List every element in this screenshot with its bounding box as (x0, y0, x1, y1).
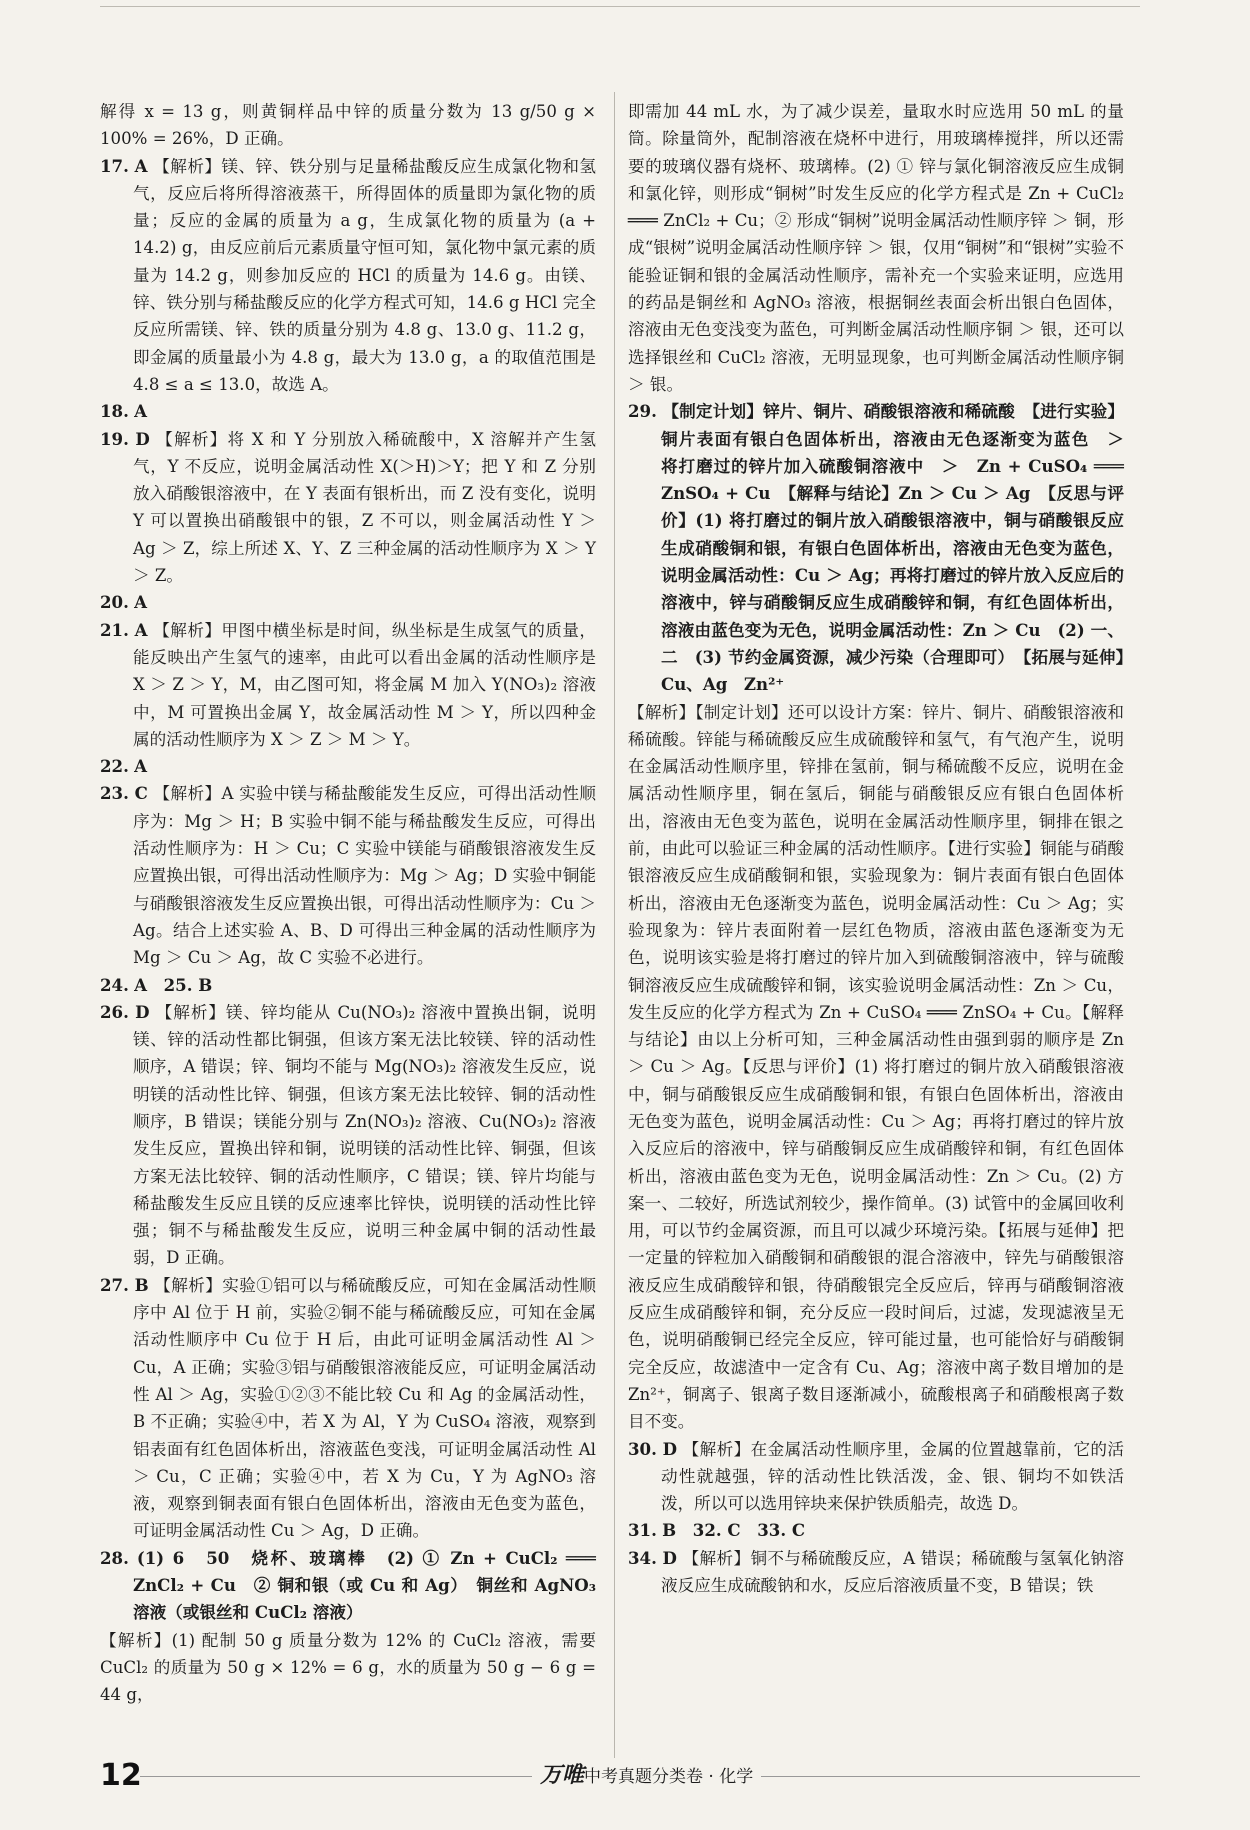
item-number: 21. (100, 619, 129, 640)
item-answer: D (662, 1438, 677, 1459)
page-footer (100, 1756, 1140, 1796)
answer-item-34 (628, 1545, 1124, 1600)
item-explanation: 【解析】镁、锌均能从 Cu(NO₃)₂ 溶液中置换出铜，说明镁、锌的活动性都比铜强，但该方案无法比较镁、锌的活动性顺序，A 错误；锌、铜均不能与 Mg(NO₃)₂ 溶液发生反应，说明镁的活动性比锌、铜强，但该方案无法比较锌、铜的活动性顺序，B 错误；镁能分别与 Zn(NO₃)₂ 溶液、Cu(NO₃)₂ 溶液发生反应，置换出锌和铜，说明镁的活动性比锌、铜强，但该方案无法比较锌、铜的活动性顺序，C 错误；镁、锌片均能与稀盐酸发生反应且镁的反应速率比锌快，说明镁的活动性比锌强；铜不与稀盐酸发生反应，说明三种金属中铜的活动性最弱，D 正确。 (133, 1002, 596, 1268)
explanation-29: 【解析】【制定计划】还可以设计方案：锌片、铜片、硝酸银溶液和稀硫酸。锌能与稀硫酸反应生成硫酸锌和氢气，有气泡产生，说明在金属活动性顺序里，锌排在氢前，铜与稀硫酸不反应，说明在金属活动性顺序里，铜在氢后，铜能与硝酸银反应有银白色固体析出，溶液由无色变为蓝色，说明在金属活动性顺序里，铜排在银之前，由此可以验证三种金属的活动性顺序。【进行实验】铜能与硝酸银溶液反应生成硝酸铜和银，实验现象为：铜片表面有银白色固体析出，溶液由无色逐渐变为蓝色，说明金属活动性：Cu ＞ Ag；实验现象为：锌片表面附着一层红色物质，溶液由蓝色逐渐变为无色，说明该实验是将打磨过的锌片加入到硫酸铜溶液中，锌与硫酸铜溶液反应生成硫酸锌和铜，该实验说明金属活动性：Zn ＞ Cu，发生反应的化学方程式为 Zn + CuSO₄ ═══ ZnSO₄ + Cu。【解释与结论】由以上分析可知，三种金属活动性由强到弱的顺序是 Zn ＞ Cu ＞ Ag。【反思与评价】(1) 将打磨过的铜片放入硝酸银溶液中，铜与硝酸银反应生成硝酸铜和银，有银白色固体析出，溶液由无色变为蓝色，说明金属活动性：Cu ＞ Ag；再将打磨过的锌片放入反应后的溶液中，锌与硝酸铜反应生成硝酸锌和铜，有红色固体析出，溶液由蓝色变为无色，说明金属活动性：Zn ＞ Cu。(2) 方案一、二较好，所选试剂较少，操作简单。(3) 试管中的金属回收利用，可以节约金属资源，而且可以减少环境污染。【拓展与延伸】把一定量的锌粒加入硝酸铜和硝酸银的混合溶液中，锌先与硝酸银溶液反应生成硝酸锌和银，待硝酸银完全反应后，锌再与硝酸铜溶液反应生成硝酸锌和铜，充分反应一段时间后，过滤，发现滤液呈无色，说明硝酸铜已经完全反应，锌可能过量，也可能恰好与硝酸铜完全反应，故滤渣中一定含有 Cu、Ag；溶液中离子数目增加的是 Zn²⁺，铜离子、银离子数目逐渐减小，硫酸根离子和硝酸根离子数目不变。 (628, 702, 1124, 1432)
page-number: 12 (100, 1758, 142, 1793)
item-explanation: 【解析】镁、锌、铁分别与足量稀盐酸反应生成氯化物和氢气，反应后将所得溶液蒸干，所得固体的质量即为氯化物的质量；反应的金属的质量为 a g，生成氯化物的质量为 (a + 14.2) g，由反应前后元素质量守恒可知，氯化物中氯元素的质量为 14.2 g，则参加反应的 HCl 的质量为 14.6 g。由镁、锌、铁分别与稀盐酸反应的化学方程式可知，14.6 g HCl 完全反应所需镁、锌、铁的质量分别为 4.8 g、13.0 g、11.2 g，即金属的质量最小为 4.8 g，最大为 13.0 g，a 的取值范围是 4.8 ≤ a ≤ 13.0，故选 A。 (133, 156, 596, 394)
item-number: 22. (100, 756, 129, 777)
item-explanation: 【解析】在金属活动性顺序里，金属的位置越靠前，它的活动性就越强，锌的活动性比铁活泼，金、银、铜均不如铁活泼，所以可以选用锌块来保护铁质船壳，故选 D。 (661, 1439, 1125, 1514)
item-answer: D (135, 1001, 150, 1022)
answer-item-30 (628, 1436, 1124, 1518)
top-rule (100, 6, 1140, 7)
item-answer: (1) 6 50 烧杯、玻璃棒 (2) ① Zn + CuCl₂ ═══ ZnCl₂ + Cu ② 铜和银（或 Cu 和 Ag） 铜丝和 AgNO₃ 溶液（或银丝和 CuCl₂ 溶液） (133, 1547, 596, 1623)
continuation-paragraph: 解得 x = 13 g，则黄铜样品中锌的质量分数为 13 g/50 g × 100% = 26%，D 正确。 (100, 102, 596, 149)
right-column (628, 98, 1141, 1599)
answer-item-28 (100, 1545, 596, 1627)
item-answer: A (134, 592, 148, 613)
item-answer: 【制定计划】锌片、铜片、硝酸银溶液和稀硫酸 【进行实验】铜片表面有银白色固体析出，溶液由无色逐渐变为蓝色 ＞ 将打磨过的锌片加入硫酸铜溶液中 ＞ Zn + CuSO₄ ═══ ZnSO₄ + Cu 【解释与结论】Zn ＞ Cu ＞ Ag 【反思与评价】(1) 将打磨过的铜片放入硝酸银溶液中，铜与硝酸银反应生成硝酸铜和银，有银白色固体析出，溶液由无色变为蓝色，说明金属活动性：Cu ＞ Ag；再将打磨过的锌片放入反应后的溶液中，锌与硝酸铜反应生成硝酸锌和铜，有红色固体析出，溶液由蓝色变为无色，说明金属活动性：Zn ＞ Cu (2) 一、二 (3) 节约金属资源，减少污染（合理即可） 【拓展与延伸】Cu、Ag Zn²⁺ (661, 401, 1141, 695)
item-number: 29. (628, 401, 657, 422)
brand-logo: 万唯 (540, 1763, 585, 1788)
answer-item-22 (100, 753, 596, 780)
left-column (100, 98, 596, 1709)
item-number: 30. (628, 1438, 657, 1459)
item-explanation: 【解析】铜不与稀硫酸反应，A 错误；稀硫酸与氢氧化钠溶液反应生成硫酸钠和水，反应后溶液质量不变，B 错误；铁 (661, 1548, 1124, 1596)
item-explanation: 【解析】甲图中横坐标是时间，纵坐标是生成氢气的质量，能反映出产生氢气的速率，由此可以看出金属的活动性顺序是 X ＞ Z ＞ Y，M，由乙图可知，将金属 M 加入 Y(NO₃)₂ 溶液中，M 可置换出金属 Y，故金属活动性 M ＞ Y，所以四种金属的活动性顺序为 X ＞ Z ＞ M ＞ Y。 (133, 620, 596, 749)
item-answer: B 32. C 33. C (662, 1520, 806, 1541)
item-answer: C (134, 783, 148, 804)
answer-item-20 (100, 589, 596, 616)
answer-item-21 (100, 617, 596, 753)
item-number: 27. (100, 1274, 129, 1295)
item-answer: A (134, 401, 148, 422)
answer-item-29 (628, 398, 1141, 698)
answer-item-26 (100, 999, 596, 1272)
footer-title (532, 1758, 761, 1795)
item-number: 20. (100, 592, 129, 613)
item-number: 28. (100, 1547, 129, 1568)
book-title: 中考真题分类卷 · 化学 (584, 1767, 754, 1787)
item-number: 19. (100, 428, 129, 449)
item-number: 18. (100, 401, 129, 422)
item-answer: D (662, 1547, 677, 1568)
item-answer: A (134, 155, 148, 176)
explanation-28-continued: 即需加 44 mL 水，为了减少误差，量取水时应选用 50 mL 的量筒。除量筒外，配制溶液在烧杯中进行，用玻璃棒搅拌，所以还需要的玻璃仪器有烧杯、玻璃棒。(2) ① 锌与氯化铜溶液反应生成铜和氯化锌，则形成“铜树”时发生反应的化学方程式是 Zn + CuCl₂ ═══ ZnCl₂ + Cu；② 形成“铜树”说明金属活动性顺序锌 ＞ 铜，形成“银树”说明金属活动性顺序锌 ＞ 银，仅用“铜树”和“银树”实验不能验证铜和银的金属活动性顺序，需补充一个实验来证明，应选用的药品是铜丝和 AgNO₃ 溶液，根据铜丝表面会析出银白色固体，溶液由无色变浅变为蓝色，可判断金属活动性顺序铜 ＞ 银，还可以选择银丝和 CuCl₂ 溶液，无明显现象，也可判断金属活动性顺序铜 ＞ 银。 (628, 102, 1124, 394)
item-explanation: 【解析】A 实验中镁与稀盐酸能发生反应，可得出活动性顺序为：Mg ＞ H；B 实验中铜不能与稀盐酸发生反应，可得出活动性顺序为：H ＞ Cu；C 实验中镁能与硝酸银溶液发生反应置换出银，可得出活动性顺序为：Mg ＞ Ag；D 实验中铜能与硝酸银溶液发生反应置换出银，可得出活动性顺序为：Cu ＞ Ag。结合上述实验 A、B、D 可得出三种金属的活动性顺序为 Mg ＞ Cu ＞ Ag，故 C 实验不必进行。 (133, 784, 597, 968)
explanation-28: 【解析】(1) 配制 50 g 质量分数为 12% 的 CuCl₂ 溶液，需要 CuCl₂ 的质量为 50 g × 12% = 6 g，水的质量为 50 g − 6 g = 44 g， (100, 1630, 596, 1705)
item-number: 31. (628, 1520, 657, 1541)
item-answer: D (135, 428, 150, 449)
item-number: 34. (628, 1547, 657, 1568)
answer-item-18 (100, 398, 596, 425)
answer-item-19 (100, 426, 596, 590)
item-explanation: 【解析】实验①铝可以与稀硫酸反应，可知在金属活动性顺序中 Al 位于 H 前，实验②铜不能与稀硫酸反应，可知在金属活动性顺序中 Cu 位于 H 后，由此可证明金属活动性 Al ＞ Cu，A 正确；实验③铝与硝酸银溶液能反应，可证明金属活动性 Al ＞ Ag，实验①②③不能比较 Cu 和 Ag 的金属活动性，B 不正确；实验④中，若 X 为 Al，Y 为 CuSO₄ 溶液，观察到铝表面有红色固体析出，溶液蓝色变浅，可证明金属活动性 Al ＞ Cu，C 正确；实验④中，若 X 为 Cu，Y 为 AgNO₃ 溶液，观察到铜表面有银白色固体析出，溶液由无色变为蓝色，可证明金属活动性 Cu ＞ Ag，D 正确。 (133, 1275, 596, 1541)
item-number: 26. (100, 1001, 129, 1022)
item-answer: B (134, 1274, 149, 1295)
item-answer: A 25. B (134, 974, 213, 995)
answer-item-17 (100, 153, 596, 399)
column-divider (614, 92, 615, 1760)
answer-item-31-33 (628, 1517, 1124, 1544)
item-answer: A (134, 619, 148, 640)
answer-item-24-25 (100, 972, 596, 999)
answer-item-23 (100, 780, 596, 971)
answer-item-27 (100, 1272, 596, 1545)
item-number: 23. (100, 783, 129, 804)
item-number: 24. (100, 974, 129, 995)
item-answer: A (134, 756, 148, 777)
item-explanation: 【解析】将 X 和 Y 分别放入稀硫酸中，X 溶解并产生氢气，Y 不反应，说明金属活动性 X(＞H)＞Y；把 Y 和 Z 分别放入硝酸银溶液中，在 Y 表面有银析出，而 Z 没有变化，说明 Y 可以置换出硝酸银中的银，Z 不可以，则金属活动性 Y ＞ Ag ＞ Z，综上所述 X、Y、Z 三种金属的活动性顺序为 X ＞ Y ＞ Z。 (133, 429, 596, 586)
item-number: 17. (100, 155, 129, 176)
